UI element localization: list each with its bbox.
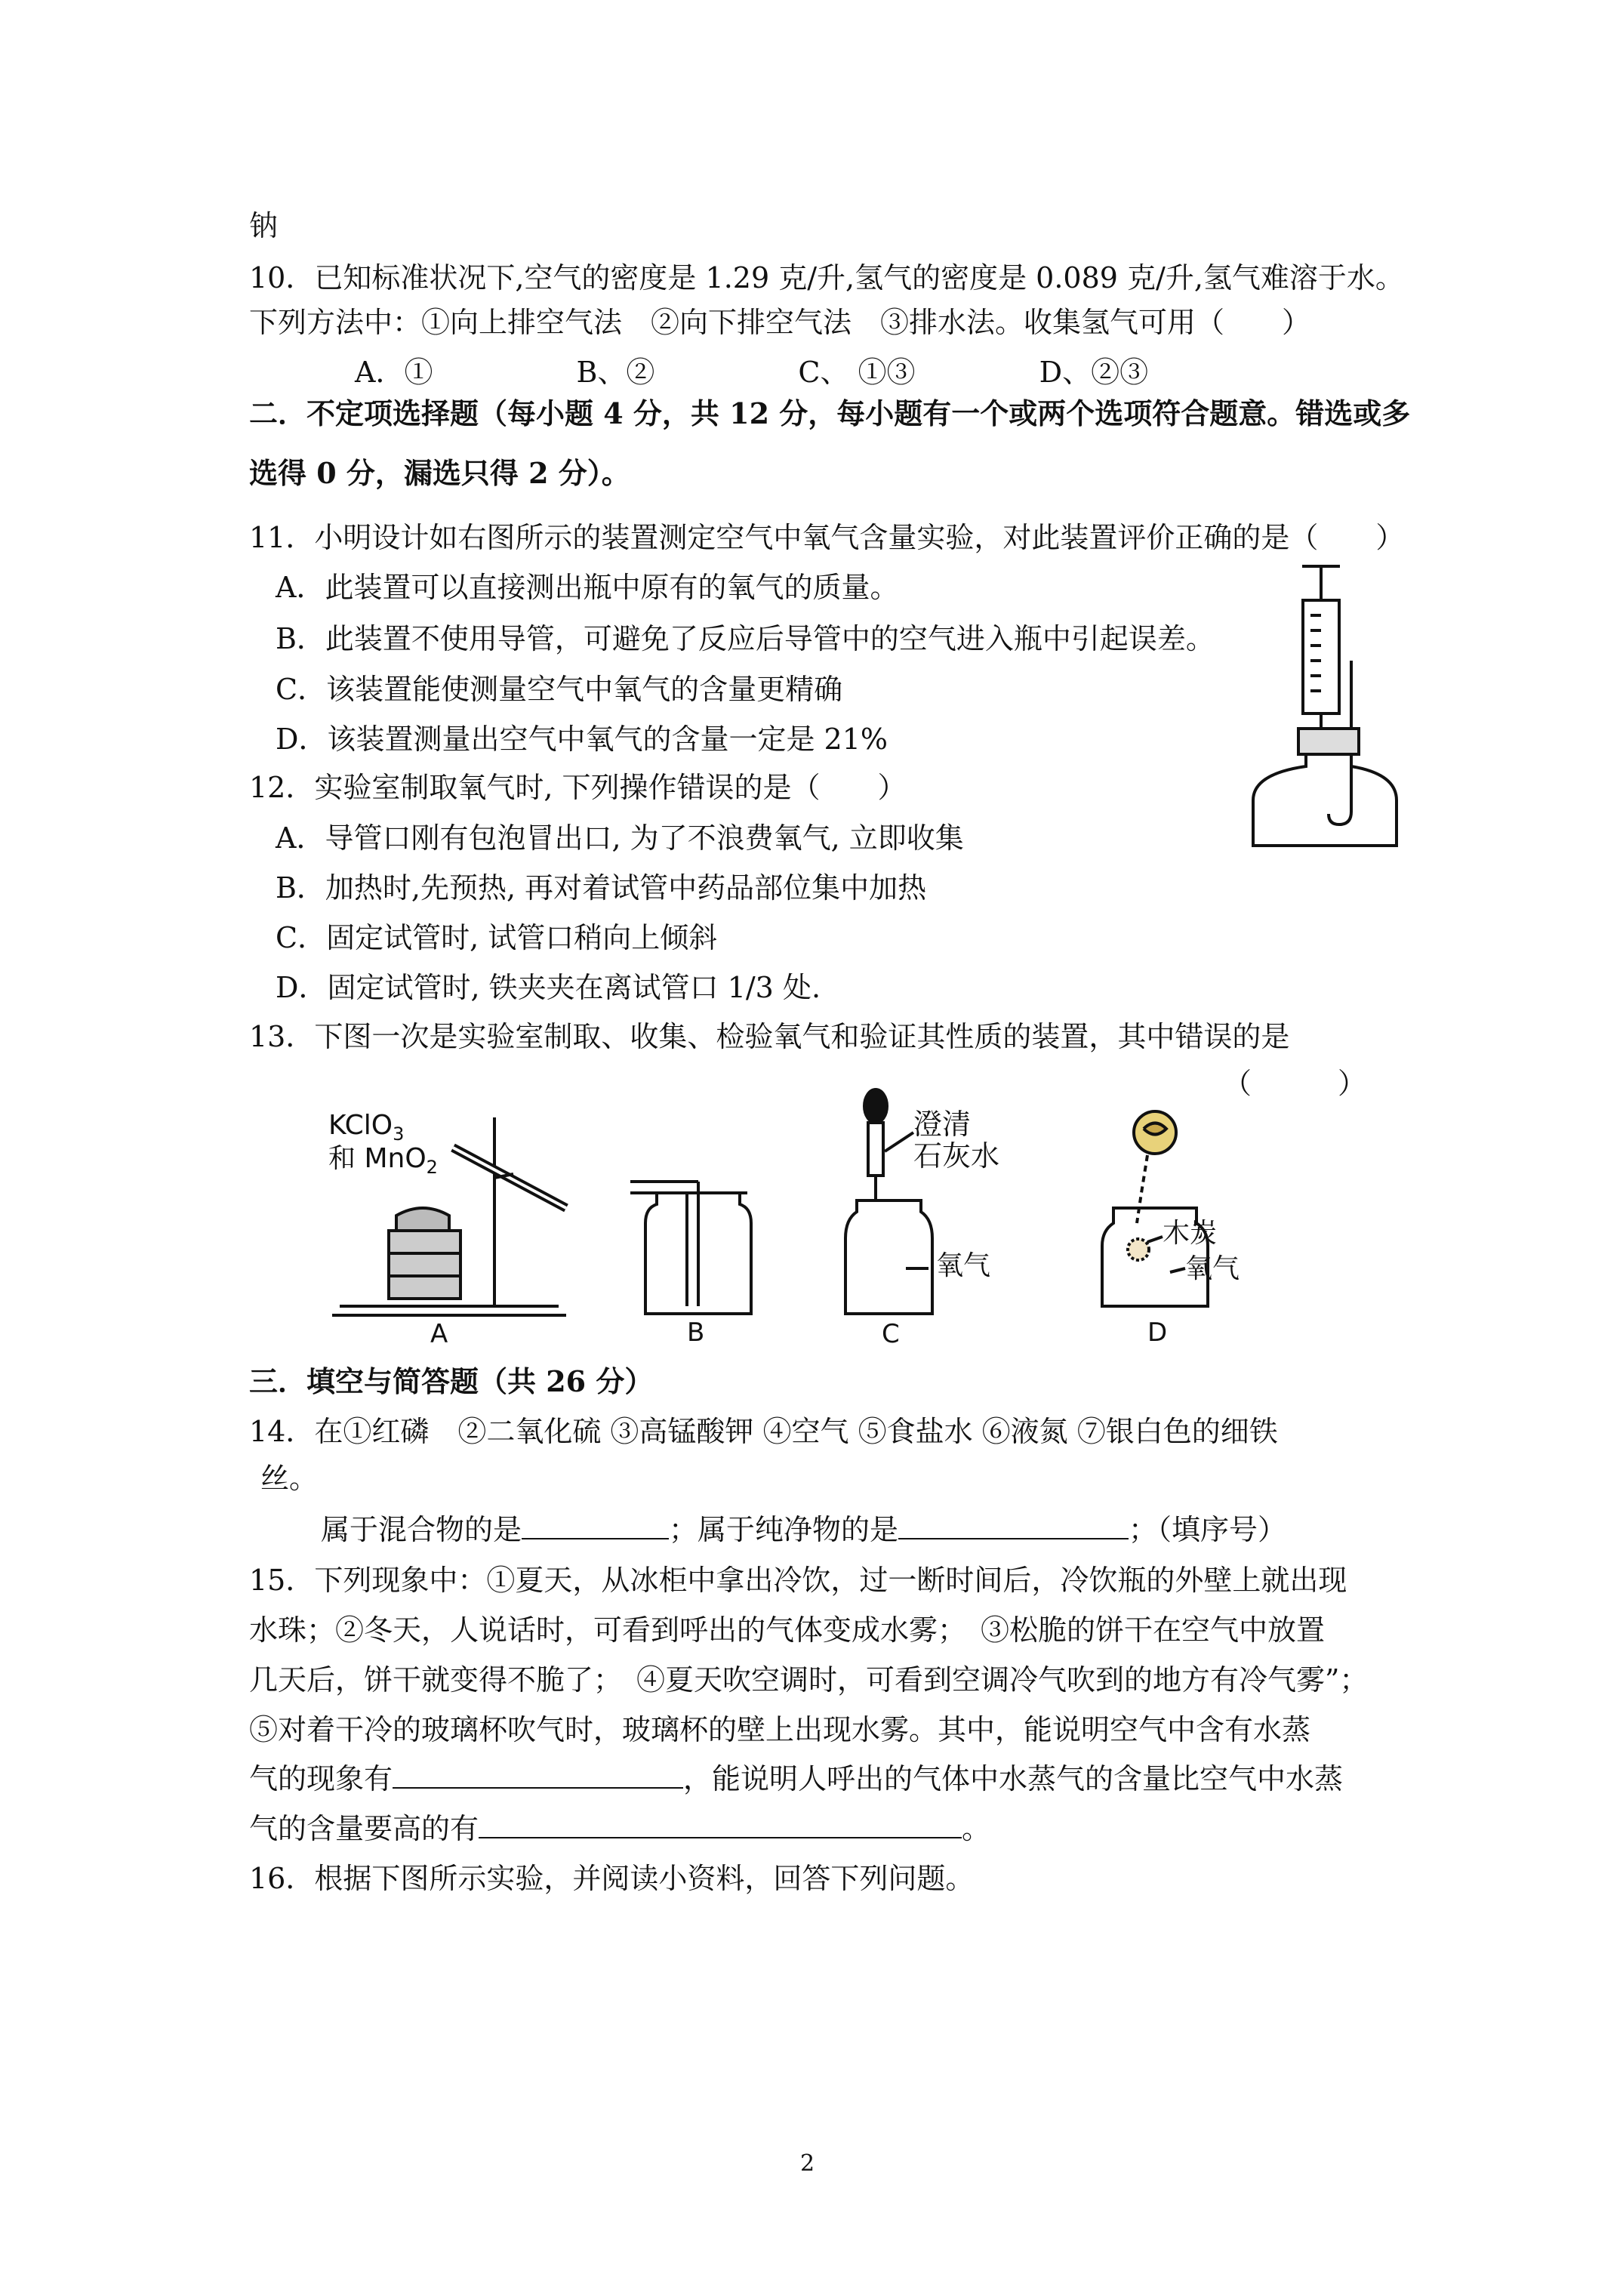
apparatus-b-collection-figure (627, 1163, 762, 1344)
apparatus-c-limewater-test-figure (830, 1087, 1057, 1344)
caption-b: B (687, 1318, 705, 1344)
question-14-stem-cont: 丝。 (260, 1462, 319, 1495)
question-12-option-a: A．导管口刚有包泡冒出口, 为了不浪费氧气, 立即收集 (276, 821, 964, 855)
mno2-label: 和 MnO$_2$ (328, 1143, 438, 1178)
question-10-options: A．① B、② C、 ①③ D、②③ (355, 356, 1149, 389)
question-11-option-b: B．此装置不使用导管，可避免了反应后导管中的空气进入瓶中引起误差。 (276, 622, 1215, 655)
charcoal-label: 木炭 (1163, 1218, 1218, 1249)
limewater-label-2: 石灰水 (913, 1139, 1000, 1173)
question-13-answer-bracket: （ ） (1223, 1067, 1367, 1100)
question-13-stem: 13．下图一次是实验室制取、收集、检验氧气和验证其性质的装置，其中错误的是 (249, 1020, 1290, 1053)
answer-blank-breath-vapor[interactable] (479, 1811, 962, 1838)
answer-blank-air-vapor[interactable] (393, 1761, 683, 1789)
air-vapor-label: 气的现象有 (249, 1762, 393, 1795)
caption-d: D (1147, 1318, 1168, 1344)
answer-blank-mixture[interactable] (522, 1512, 669, 1539)
section-2-heading-cont: 选得 0 分，漏选只得 2 分）。 (249, 456, 630, 490)
period: 。 (962, 1812, 991, 1845)
question-14-blanks (321, 1512, 1286, 1547)
limewater-label-1: 澄清 (913, 1108, 972, 1141)
section-3-heading: 三．填空与简答题（共 26 分） (249, 1364, 654, 1398)
question-15-line-4: ⑤对着干冷的玻璃杯吹气时，玻璃杯的壁上出现水雾。其中，能说明空气中含有水蒸 (249, 1713, 1311, 1746)
question-12-option-c: C．固定试管时, 试管口稍向上倾斜 (276, 921, 718, 954)
apparatus-a-heating-figure (317, 1102, 574, 1344)
page-number: 2 (800, 2150, 815, 2177)
question-15-line-6 (249, 1811, 990, 1846)
oxygen-label-c: 氧气 (936, 1250, 991, 1281)
question-12-option-b: B．加热时,先预热, 再对着试管中药品部位集中加热 (276, 871, 927, 905)
question-14-stem: 14．在①红磷 ②二氧化硫 ③高锰酸钾 ④空气 ⑤食盐水 ⑥液氮 ⑦银白色的细铁 (249, 1415, 1278, 1448)
question-15-line-2: 水珠；②冬天，人说话时，可看到呼出的气体变成水雾； ③松脆的饼干在空气中放置 (249, 1613, 1326, 1647)
breath-vapor-label: ，能说明人呼出的气体中水蒸气的含量比空气中水蒸 (683, 1762, 1344, 1795)
kclo3-label: KClO$_3$ (328, 1110, 405, 1145)
fill-note: ；（填序号） (1129, 1513, 1287, 1546)
section-2-heading: 二．不定项选择题（每小题 4 分，共 12 分，每小题有一个或两个选项符合题意。错选或多 (249, 396, 1411, 430)
text-line: 钠 (249, 209, 279, 242)
pure-label: ；属于纯净物的是 (669, 1513, 899, 1546)
question-16-stem: 16．根据下图所示实验，并阅读小资料，回答下列问题。 (249, 1862, 975, 1895)
breath-vapor-label-cont: 气的含量要高的有 (249, 1812, 479, 1845)
question-10-methods: 下列方法中：①向上排空气法 ②向下排空气法 ③排水法。收集氢气可用（ ） (249, 306, 1311, 339)
question-15-stem: 15．下列现象中：①夏天，从冰柜中拿出冷饮，过一断时间后，冷饮瓶的外壁上就出现 (249, 1564, 1347, 1597)
mixture-label: 属于混合物的是 (321, 1513, 522, 1546)
question-11-option-c: C．该装置能使测量空气中氧气的含量更精确 (276, 673, 843, 706)
oxygen-label-d: 氧气 (1185, 1253, 1240, 1284)
question-10-stem: 10．已知标准状况下,空气的密度是 1.29 克/升,氢气的密度是 0.089 克/升,氢气难溶于水。 (249, 261, 1404, 294)
question-15-line-3: 几天后，饼干就变得不脆了； ④夏天吹空调时，可看到空调冷气吹到的地方有冷气雾”； (249, 1663, 1369, 1697)
question-11-stem: 11．小明设计如右图所示的装置测定空气中氧气含量实验，对此装置评价正确的是（ ） (249, 521, 1405, 554)
question-12-stem: 12．实验室制取氧气时, 下列操作错误的是（ ） (249, 771, 907, 804)
answer-blank-pure[interactable] (898, 1512, 1129, 1539)
question-11-option-d: D．该装置测量出空气中氧气的含量一定是 21% (276, 723, 888, 756)
syringe-bottle-apparatus-figure (1238, 559, 1412, 853)
caption-a: A (430, 1319, 448, 1344)
question-11-option-a: A．此装置可以直接测出瓶中原有的氧气的质量。 (276, 571, 899, 604)
caption-c: C (882, 1319, 900, 1344)
question-12-option-d: D．固定试管时, 铁夹夹在离试管口 1/3 处. (276, 971, 821, 1004)
question-15-line-5 (249, 1761, 1343, 1796)
apparatus-d-charcoal-combustion-figure (1072, 1102, 1298, 1344)
